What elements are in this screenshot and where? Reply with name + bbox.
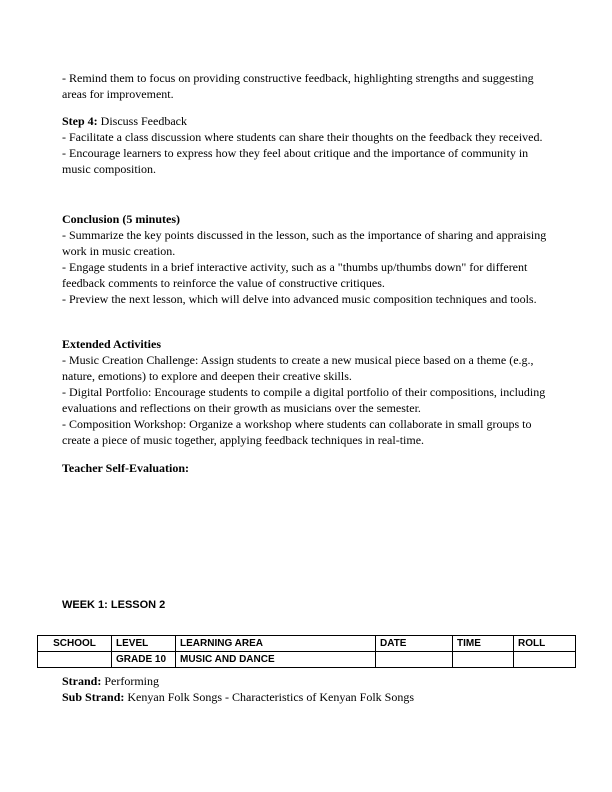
cell-time [453,652,514,668]
header-school: SCHOOL [38,636,112,652]
extended-activities-heading: Extended Activities [62,337,161,351]
section-extended-activities [62,336,549,448]
header-learning-area: LEARNING AREA [176,636,376,652]
step4-label: Step 4: [62,114,98,128]
teacher-self-evaluation-heading: Teacher Self-Evaluation: [62,461,190,475]
header-level: LEVEL [112,636,176,652]
conclusion-heading: Conclusion (5 minutes) [62,212,181,226]
step4-bullet-1: - Facilitate a class discussion where students can share their thoughts on the feedback they received. [62,130,543,144]
table-data-row [38,652,576,668]
cell-school [38,652,112,668]
substrand-value: Kenyan Folk Songs - Characteristics of Kenyan Folk Songs [124,690,415,704]
section-strand [62,673,549,705]
paragraph-remind-text: - Remind them to focus on providing constructive feedback, highlighting strengths and suggesting areas for improvement. [62,71,534,101]
extended-bullet-2: - Digital Portfolio: Encourage students to compile a digital portfolio of their compositions, including evaluations and reflections on their growth as musicians over the semester. [62,385,546,415]
paragraph-remind [62,70,549,102]
cell-date [376,652,453,668]
step4-title: Discuss Feedback [97,114,187,128]
extended-bullet-3: - Composition Workshop: Organize a workshop where students can collaborate in small groups to create a piece of music together, applying feedback techniques in real-time. [62,417,532,447]
lesson-info-table [37,635,576,668]
cell-learning-area: MUSIC AND DANCE [176,652,376,668]
conclusion-bullet-1: - Summarize the key points discussed in the lesson, such as the importance of sharing and appraising work in music creation. [62,228,547,258]
strand-value: Performing [101,674,159,688]
header-roll: ROLL [514,636,576,652]
substrand-line [62,689,549,705]
cell-roll [514,652,576,668]
section-conclusion [62,211,549,307]
substrand-label: Sub Strand: [62,690,125,704]
conclusion-bullet-3: - Preview the next lesson, which will delve into advanced music composition techniques and tools. [62,292,537,306]
step4-heading [62,113,549,129]
step4-bullet-2: - Encourage learners to express how they feel about critique and the importance of community in music composition. [62,146,529,176]
header-date: DATE [376,636,453,652]
strand-label: Strand: [62,674,102,688]
week-lesson-heading: WEEK 1: LESSON 2 [62,599,166,611]
cell-level: GRADE 10 [112,652,176,668]
strand-line [62,673,549,689]
extended-bullet-1: - Music Creation Challenge: Assign students to create a new musical piece based on a theme (e.g., nature, emotions) to explore and deepen their creative skills. [62,353,534,383]
table-header-row [38,636,576,652]
conclusion-bullet-2: - Engage students in a brief interactive activity, such as a "thumbs up/thumbs down" for different feedback comments to reinforce the value of constructive critiques. [62,260,528,290]
section-step4 [62,113,549,177]
header-time: TIME [453,636,514,652]
section-teacher-self-evaluation [62,460,549,476]
